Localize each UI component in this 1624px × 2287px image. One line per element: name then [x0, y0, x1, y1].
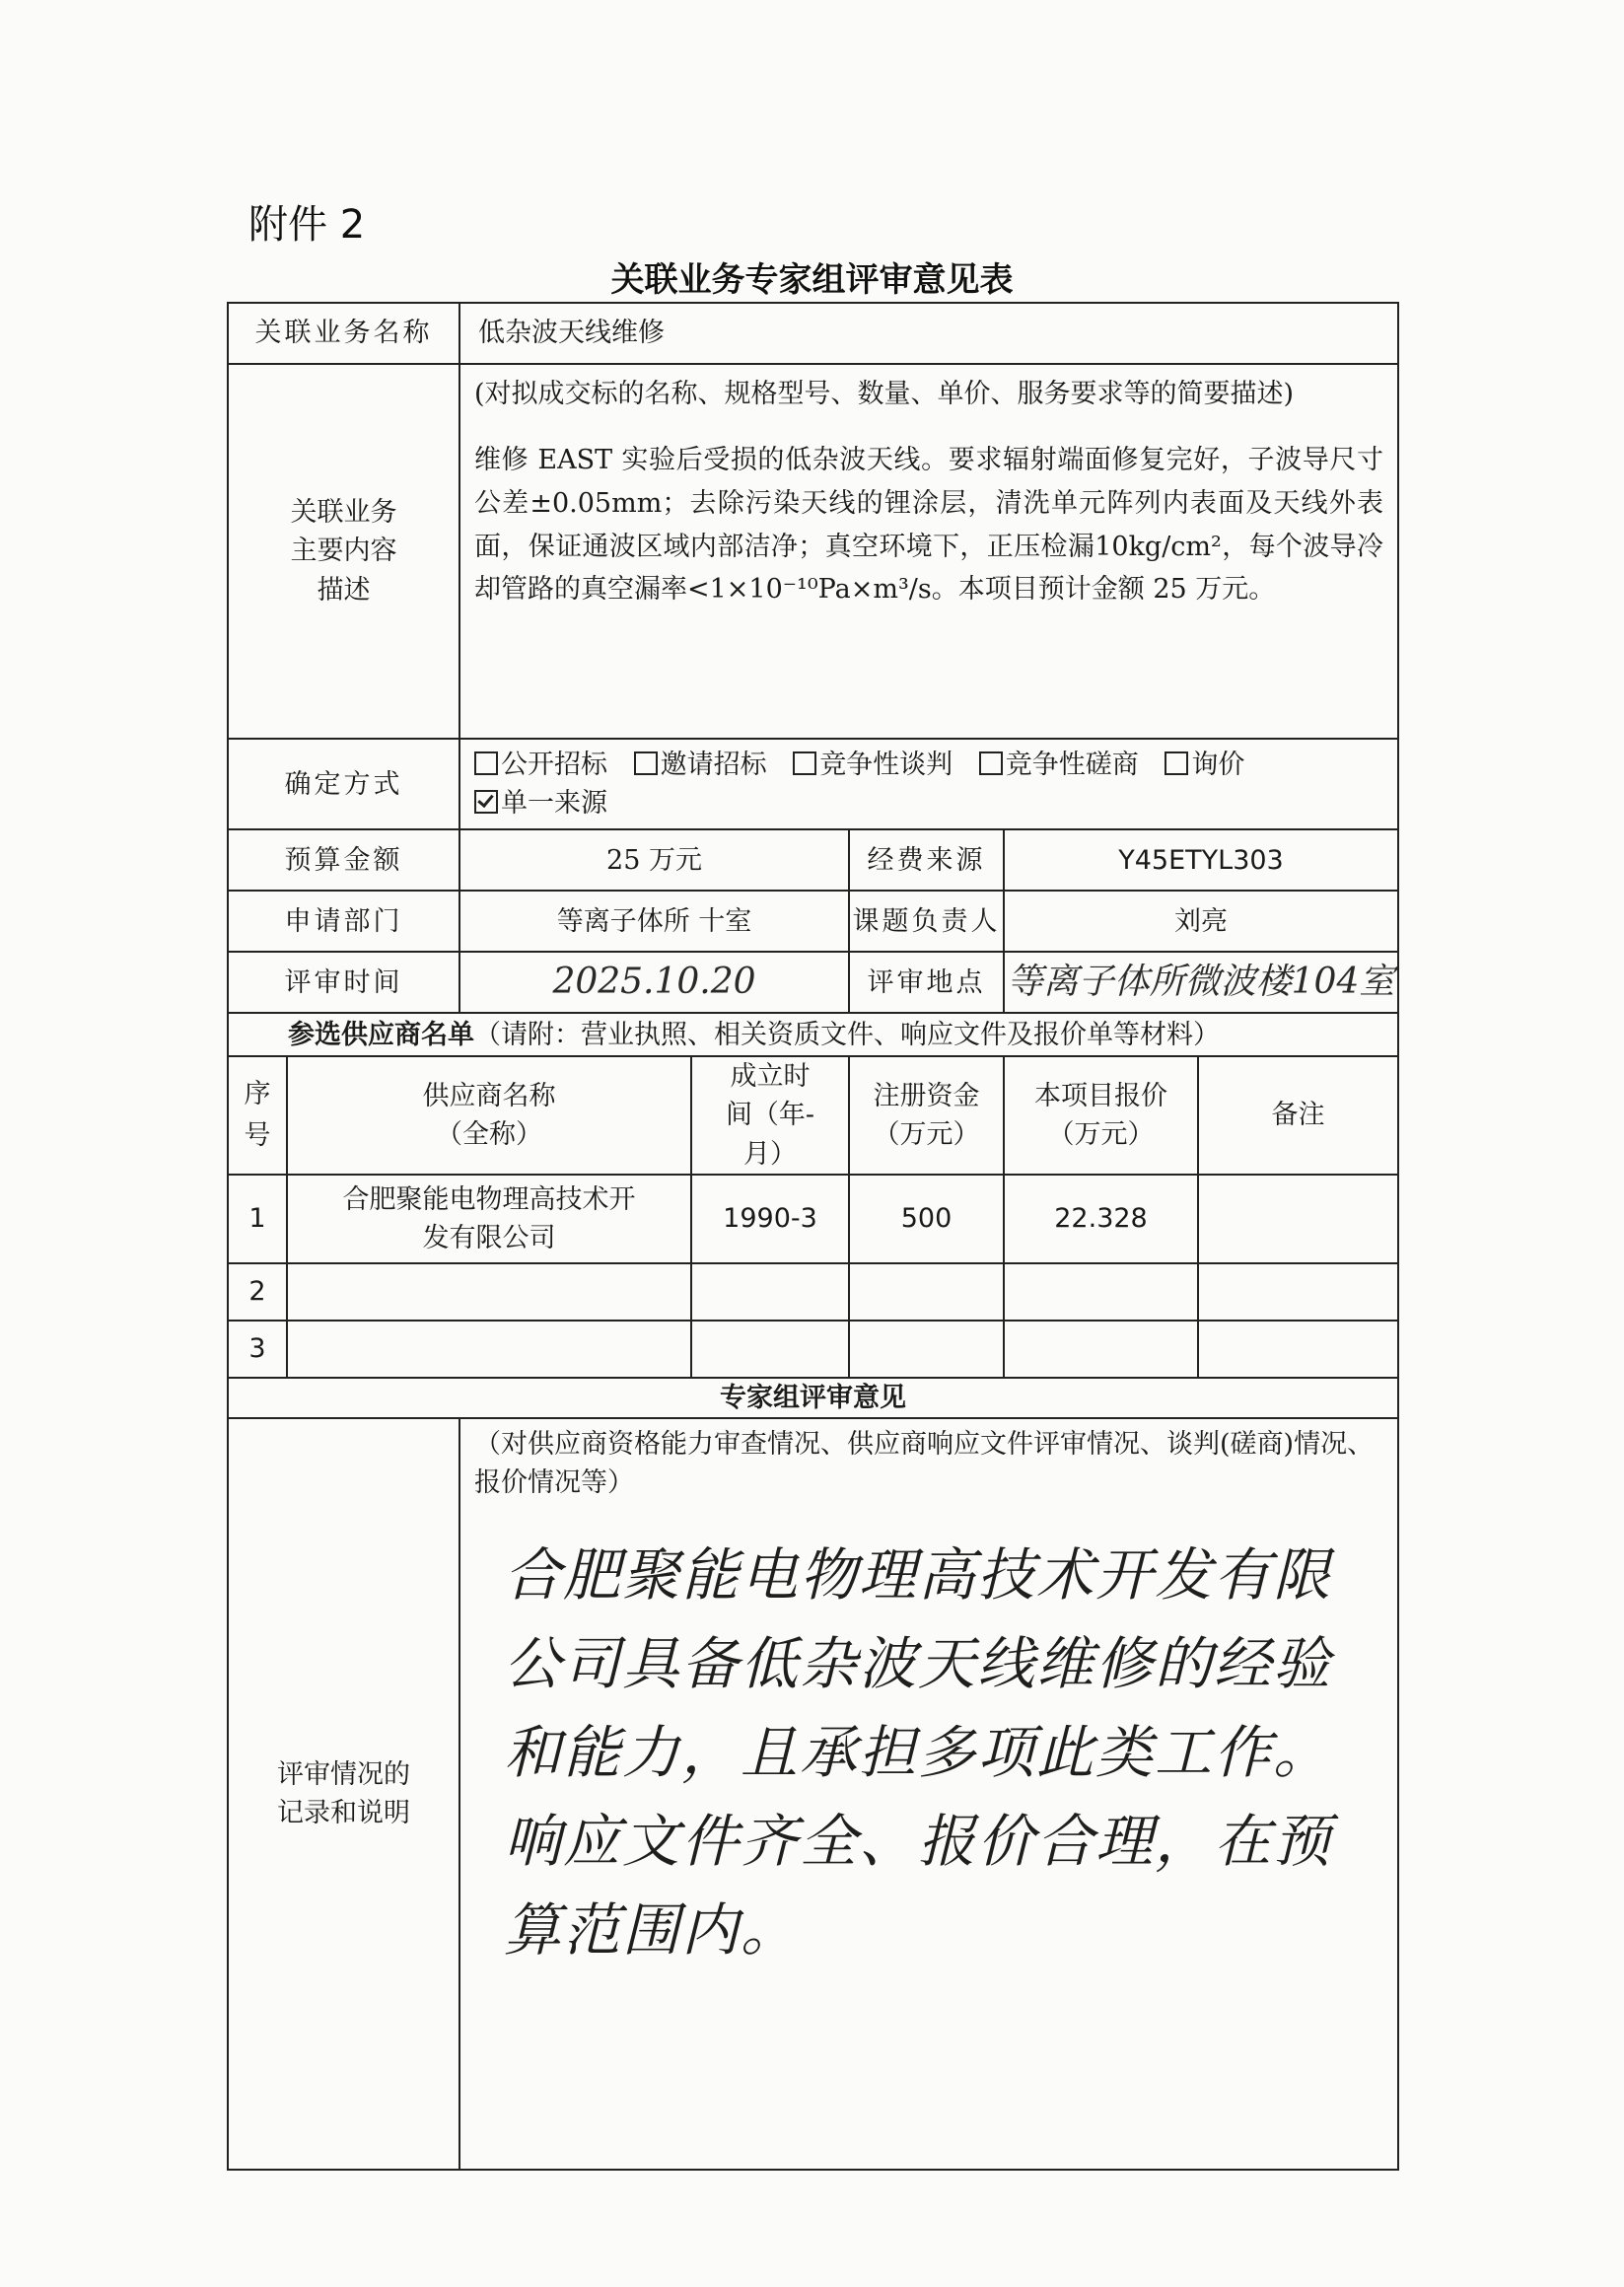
checkbox-icon [474, 751, 498, 775]
pi-value: 刘亮 [1004, 891, 1398, 952]
budget-value: 25 万元 [459, 829, 849, 891]
content-cell [459, 364, 1398, 739]
row-founded [691, 1321, 849, 1378]
row-capital [849, 1263, 1004, 1321]
dept-value: 等离子体所 十室 [459, 891, 849, 952]
method-option-single-source[interactable]: 单一来源 [474, 784, 607, 822]
checkbox-icon [1165, 751, 1188, 775]
review-handwritten-text: 合肥聚能电物理高技术开发有限公司具备低杂波天线维修的经验和能力，且承担多项此类工作。响应文件齐全、报价合理，在预算范围内。 [504, 1541, 1333, 1964]
dept-row [228, 891, 1398, 952]
review-time-label: 评审时间 [228, 952, 459, 1013]
checkbox-icon [979, 751, 1003, 775]
fund-source-label: 经费来源 [849, 829, 1004, 891]
budget-label: 预算金额 [228, 829, 459, 891]
row-remark [1198, 1321, 1398, 1378]
checkbox-icon [793, 751, 816, 775]
row-name: 合肥聚能电物理高技术开发有限公司 [287, 1175, 691, 1263]
supplier-heading-row [228, 1013, 1398, 1056]
row-no: 2 [228, 1263, 287, 1321]
checkbox-checked-icon [474, 790, 498, 814]
review-place-label: 评审地点 [849, 952, 1004, 1013]
review-time-row [228, 952, 1398, 1013]
budget-row [228, 829, 1398, 891]
row-quote [1004, 1263, 1198, 1321]
col-quote: 本项目报价（万元） [1004, 1056, 1198, 1174]
row-quote [1004, 1321, 1198, 1378]
method-row [228, 739, 1398, 829]
content-hint: (对拟成交标的名称、规格型号、数量、单价、服务要求等的简要描述) [474, 379, 1295, 409]
fund-source-value: Y45ETYL303 [1004, 829, 1398, 891]
method-options [459, 739, 1398, 829]
review-row [228, 1418, 1398, 2170]
row-capital [849, 1321, 1004, 1378]
supplier-heading-note: （请附：营业执照、相关资质文件、响应文件及报价单等材料） [474, 1019, 1220, 1050]
col-no: 序号 [228, 1056, 287, 1174]
review-time-value: 2025.10.20 [459, 952, 849, 1013]
method-option-public[interactable]: 公开招标 [474, 746, 607, 784]
review-hint: （对供应商资格能力审查情况、供应商响应文件评审情况、谈判(磋商)情况、报价情况等） [474, 1428, 1375, 1498]
row-no: 3 [228, 1321, 287, 1378]
business-name-label: 关联业务名称 [228, 303, 459, 364]
method-option-consultation[interactable]: 竞争性磋商 [979, 746, 1139, 784]
review-heading-row [228, 1378, 1398, 1418]
business-name-row [228, 303, 1398, 364]
form-title: 关联业务专家组评审意见表 [610, 260, 1014, 300]
dept-label: 申请部门 [228, 891, 459, 952]
supplier-heading: 参选供应商名单（请附：营业执照、相关资质文件、响应文件及报价单等材料） [228, 1013, 1398, 1056]
review-label: 评审情况的记录和说明 [228, 1418, 459, 2170]
row-quote: 22.328 [1004, 1175, 1198, 1263]
col-name: 供应商名称（全称） [287, 1056, 691, 1174]
review-form-table [227, 302, 1399, 2171]
method-label: 确定方式 [228, 739, 459, 829]
row-capital: 500 [849, 1175, 1004, 1263]
table-row [228, 1175, 1398, 1263]
attachment-number: 附件 2 [248, 202, 366, 248]
content-row [228, 364, 1398, 739]
supplier-header-row [228, 1056, 1398, 1174]
row-no: 1 [228, 1175, 287, 1263]
col-capital: 注册资金（万元） [849, 1056, 1004, 1174]
row-founded: 1990-3 [691, 1175, 849, 1263]
method-option-negotiation[interactable]: 竞争性谈判 [793, 746, 953, 784]
row-remark [1198, 1175, 1398, 1263]
business-name-value: 低杂波天线维修 [459, 303, 1398, 364]
checkbox-icon [634, 751, 658, 775]
row-name [287, 1321, 691, 1378]
review-place-value: 等离子体所微波楼104室 [1004, 952, 1398, 1013]
method-option-inquiry[interactable]: 询价 [1165, 746, 1244, 784]
content-label: 关联业务主要内容描述 [228, 364, 459, 739]
col-remark: 备注 [1198, 1056, 1398, 1174]
table-row [228, 1263, 1398, 1321]
row-name [287, 1263, 691, 1321]
content-body: 维修 EAST 实验后受损的低杂波天线。要求辐射端面修复完好，子波导尺寸公差±0.05mm；去除污染天线的锂涂层，清洗单元阵列内表面及天线外表面，保证通波区域内部洁净；真空环境下，正压检漏10kg/cm²，每个波导冷却管路的真空漏率<1×10⁻¹⁰Pa×m³/s。本项目预计金额 25 万元。 [474, 445, 1384, 606]
row-founded [691, 1263, 849, 1321]
col-founded: 成立时间（年-月） [691, 1056, 849, 1174]
table-row [228, 1321, 1398, 1378]
row-remark [1198, 1263, 1398, 1321]
review-heading: 专家组评审意见 [228, 1378, 1398, 1418]
pi-label: 课题负责人 [849, 891, 1004, 952]
review-cell [459, 1418, 1398, 2170]
method-option-invite[interactable]: 邀请招标 [634, 746, 767, 784]
